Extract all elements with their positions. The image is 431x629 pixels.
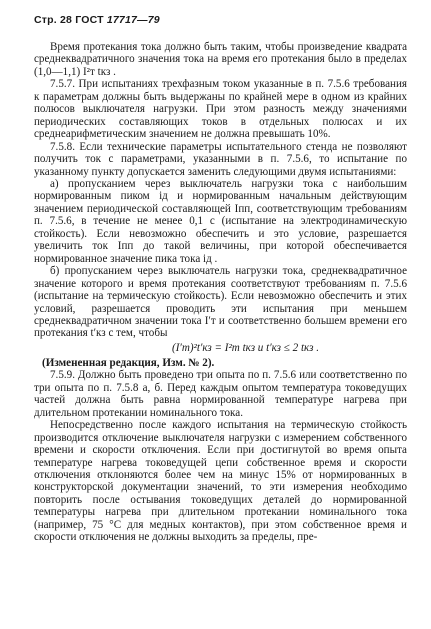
edition-note: (Измененная редакция, Изм. № 2). xyxy=(42,356,215,369)
page-header xyxy=(34,14,407,26)
body-text xyxy=(34,41,407,544)
standard-label: ГОСТ xyxy=(75,14,104,26)
paragraph-time: Время протекания тока должно быть таким, чтобы произведение квадрата среднеквадратичного значения тока на время его протекания было в пределах (1,0—1,1) I²т tкз . xyxy=(34,41,407,78)
page-label: Стр. 28 xyxy=(34,14,73,26)
paragraph-item-a: а) пропусканием через выключатель нагрузки тока с наибольшим нормированным пиком iд и нормированным начальным действующим значением периодической составляющей Iпп, соответствующим требованиям п. 7.5.6, в течение не менее 0,1 с (испытание на электродинамическую стойкость). Если невозможно обеспечить и это условие, разрешается увеличить ток Iпп до такой величины, при которой обеспечивается нормированное значение пика тока iд . xyxy=(34,177,407,265)
paragraph-thermal-test: Непосредственно после каждого испытания на термическую стойкость производится отключение выключателя нагрузки с измерением собственного времени и скорости отключения. Если при достигнутой во время опыта температуре нагрева токоведущей цепи собственное время и скорости отключения отклоняются более чем на минус 15% от нормированных в конструкторской документации значений, то эти измерения необходимо повторить после остывания токоведущих деталей до нормированной температуры нагрева при длительном протекании номинального тока (например, 75 °С для медных контактов), при этом собственное время и скорости отключения не должны выходить за пределы, пре- xyxy=(34,419,407,544)
paragraph-item-b: б) пропусканием через выключатель нагрузки тока, среднеквадратичное значение которого и время протекания соответствуют требованиям п. 7.5.6 (испытание на термическую стойкость). Если невозможно обеспечить и этих условий, разрешается проводить эти испытания при меньшем среднеквадратичном значении тока I′т и соответственно большем времени его протекания t′кз с тем, чтобы xyxy=(34,265,407,340)
paragraph-7-5-8: 7.5.8. Если технические параметры испытательного стенда не позволяют получить ток с параметрами, указанными в п. 7.5.6, то испытание по указанному пункту допускается заменить следующими двумя испытаниями: xyxy=(34,140,407,178)
paragraph-7-5-9: 7.5.9. Должно быть проведено три опыта по п. 7.5.6 или соответственно по три опыта по п. 7.5.8 а, б. Перед каждым опытом температура токоведущих частей должна быть равна нормированной температуре нагрева при длительном протекании номинального тока. xyxy=(34,369,407,419)
document-page xyxy=(34,14,407,544)
paragraph-7-5-7: 7.5.7. При испытаниях трехфазным током указанные в п. 7.5.6 требования к параметрам должны быть выдержаны по крайней мере в одном из крайних полюсов выключателя нагрузки. При этом разность между значениями периодических составляющих токов в отдельных полюсах и их среднеарифметическим значением не должна превышать 10%. xyxy=(34,78,407,141)
formula: (I′т)²t′кз = I²т tкз и t′кз ≤ 2 tкз . xyxy=(172,341,319,354)
standard-number: 17717—79 xyxy=(106,14,160,26)
